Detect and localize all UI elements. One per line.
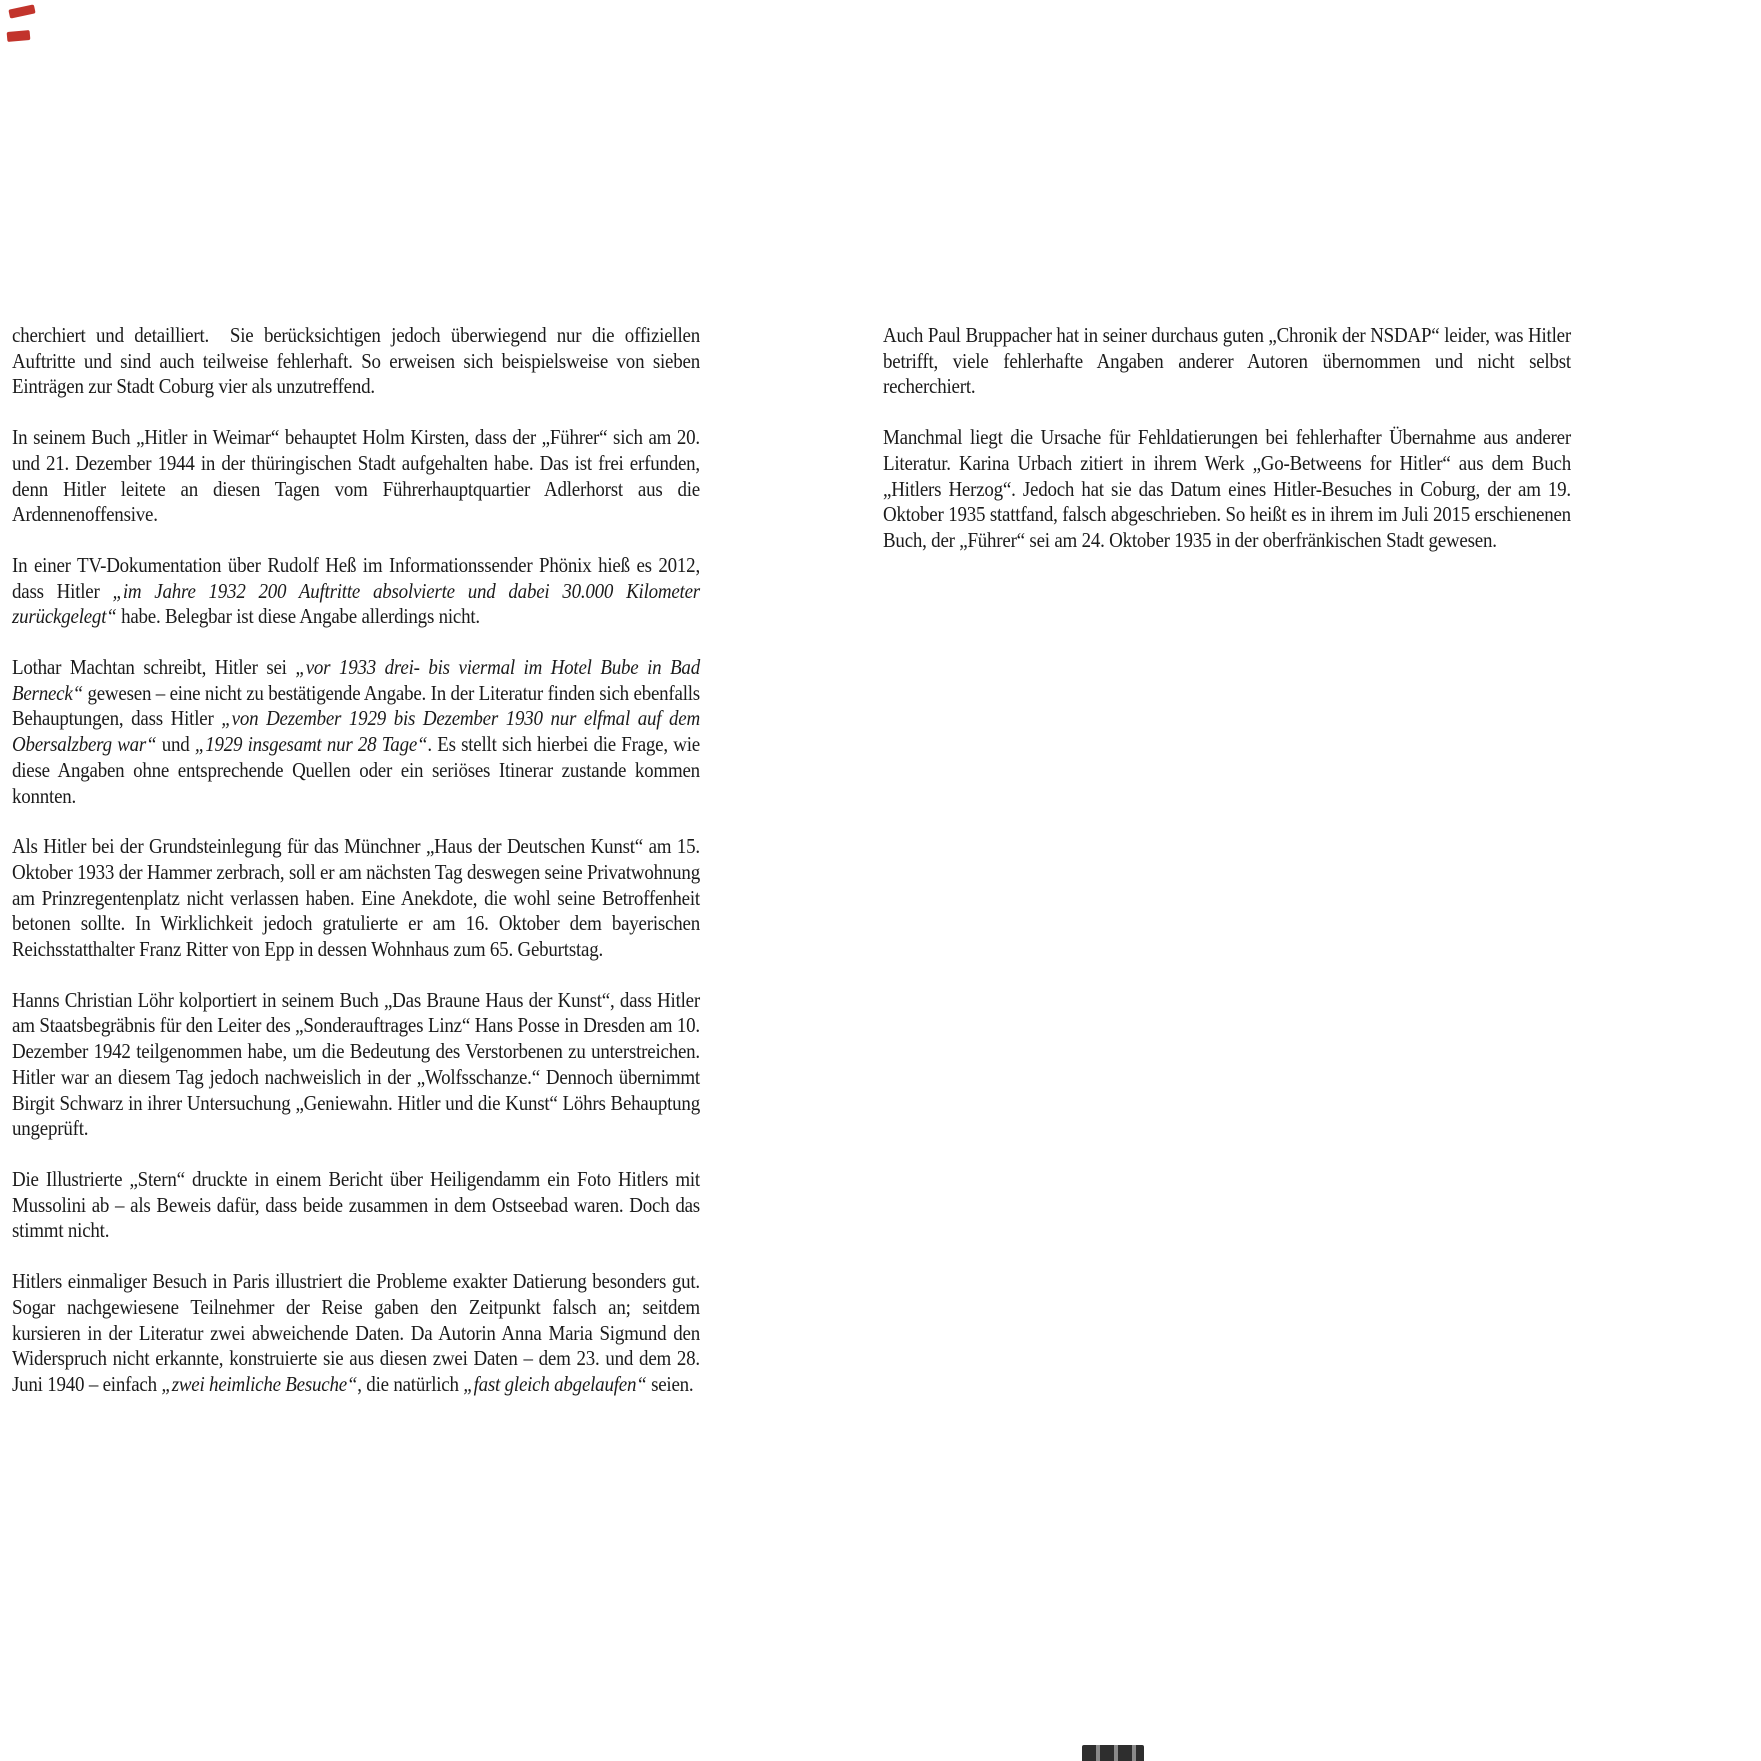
quoted-claim-italic: „vor 1933 drei- bis viermal im Hotel Bube in Bad Berneck“ (12, 655, 700, 705)
quoted-claim-italic: „zwei heimliche Besuche“ (161, 1371, 358, 1396)
text-column-left (12, 323, 700, 1398)
paragraph (12, 425, 700, 528)
body-text-run: Manchmal liegt die Ursache für Fehldatierungen bei fehlerhafter Übernahme aus anderer Literatur. Karina Urbach zitiert in ihrem Werk „Go-Betweens for Hitler“ aus dem Buch „Hitlers Herzog“. Jedoch hat sie das Datum eines Hitler-Besuches in Coburg, der am 19. Oktober 1935 stattfand, falsch abgeschrieben. So heißt es in ihrem im Juli 2015 erschienenen Buch, der „Führer“ sei am 24. Oktober 1935 in der oberfränkischen Stadt gewesen. (883, 425, 1571, 552)
body-text-run: gewesen – eine nicht zu bestätigende Angabe. In der Literatur finden sich ebenfalls Behauptungen, dass Hitler (12, 680, 700, 731)
body-text-run: Auch Paul Bruppacher hat in seiner durchaus guten „Chronik der NSDAP“ leider, was Hitler betrifft, viele fehlerhafte Angaben anderer Autoren übernommen und nicht selbst recherchiert. (883, 323, 1571, 399)
red-pen-scan-mark-top (8, 4, 35, 18)
quoted-claim-italic: „1929 insgesamt nur 28 Tage“ (194, 732, 428, 757)
paragraph (12, 834, 700, 963)
body-text-run: habe. Belegbar ist diese Angabe allerdings nicht. (116, 604, 480, 629)
body-text-run: Lothar Machtan schreibt, Hitler sei (12, 655, 296, 680)
body-text-run: Die Illustrierte „Stern“ druckte in einem Bericht über Heiligendamm ein Foto Hitlers mit Mussolini ab – als Beweis dafür, dass beide zusammen in dem Ostseebad waren. Doch das stimmt nicht. (12, 1166, 700, 1243)
body-text-run: Hanns Christian Löhr kolportiert in seinem Buch „Das Braune Haus der Kunst“, dass Hitler am Staatsbegräbnis für den Leiter des „Sonderauftrages Linz“ Hans Posse in Dresden am 10. Dezember 1942 teilgenommen habe, um die Bedeutung des Verstorbenen zu unterstreichen. Hitler war an diesem Tag jedoch nachweislich in der „Wolfsschanze.“ Dennoch übernimmt Birgit Schwarz in ihrer Untersuchung „Geniewahn. Hitler und die Kunst“ Löhrs Behauptung ungeprüft. (12, 987, 700, 1141)
body-text-run: und (156, 732, 195, 757)
paragraph (12, 655, 700, 809)
body-text-run: . Es stellt sich hierbei die Frage, wie diese Angaben ohne entsprechende Quellen oder ein seriöses Itinerar zustande kommen konnten. (12, 732, 700, 808)
paragraph (12, 553, 700, 630)
quoted-claim-italic: „von Dezember 1929 bis Dezember 1930 nur elfmal auf dem Obersalzberg war“ (12, 706, 700, 757)
body-text-run: cherchiert und detailliert. Sie berücksichtigen jedoch überwiegend nur die offiziellen Auftritte und sind auch teilweise fehlerhaft. So erweisen sich beispielsweise von sieben Einträgen zur Stadt Coburg vier als unzutreffend. (12, 323, 700, 399)
body-text-run: In einer TV-Dokumentation über Rudolf Heß im Informationssender Phönix hieß es 2012, dass Hitler (12, 552, 700, 603)
paragraph (12, 1167, 700, 1244)
body-text-run: Hitlers einmaliger Besuch in Paris illustriert die Probleme exakter Datierung besonders gut. Sogar nachgewiesene Teilnehmer der Reise gaben den Zeitpunkt falsch an; seitdem kursieren in der Literatur zwei abweichende Daten. Da Autorin Anna Maria Sigmund den Widerspruch nicht erkannte, konstruierte sie aus diesen zwei Daten – dem 23. und dem 28. Juni 1940 – einfach (12, 1269, 700, 1396)
paragraph (12, 988, 700, 1142)
scan-binding-smudge (1082, 1745, 1144, 1761)
paragraph (883, 323, 1571, 400)
body-text-run: , die natürlich (357, 1371, 464, 1396)
quoted-claim-italic: „im Jahre 1932 200 Auftritte absolvierte und dabei 30.000 Kilometer zurückgelegt“ (12, 578, 700, 629)
text-column-right (883, 323, 1571, 554)
paragraph (12, 1269, 700, 1398)
body-text-run: seien. (646, 1371, 694, 1396)
paragraph (883, 425, 1571, 554)
quoted-claim-italic: „fast gleich abgelaufen“ (463, 1371, 647, 1396)
red-pen-scan-mark-bottom (7, 30, 31, 42)
body-text-run: In seinem Buch „Hitler in Weimar“ behauptet Holm Kirsten, dass der „Führer“ sich am 20. und 21. Dezember 1944 in der thüringischen Stadt aufgehalten habe. Das ist frei erfunden, denn Hitler leitete an diesen Tagen vom Führerhauptquartier Adlerhorst aus die Ardennenoffensive. (12, 425, 700, 527)
paragraph (12, 323, 700, 400)
body-text-run: Als Hitler bei der Grundsteinlegung für das Münchner „Haus der Deutschen Kunst“ am 15. Oktober 1933 der Hammer zerbrach, soll er am nächsten Tag deswegen seine Privatwohnung am Prinzregentenplatz nicht verlassen haben. Eine Anekdote, die wohl seine Betroffenheit betonen sollte. In Wirklichkeit jedoch gratulierte er am 16. Oktober dem bayerischen Reichsstatthalter Franz Ritter von Epp in dessen Wohnhaus zum 65. Geburtstag. (12, 834, 700, 962)
